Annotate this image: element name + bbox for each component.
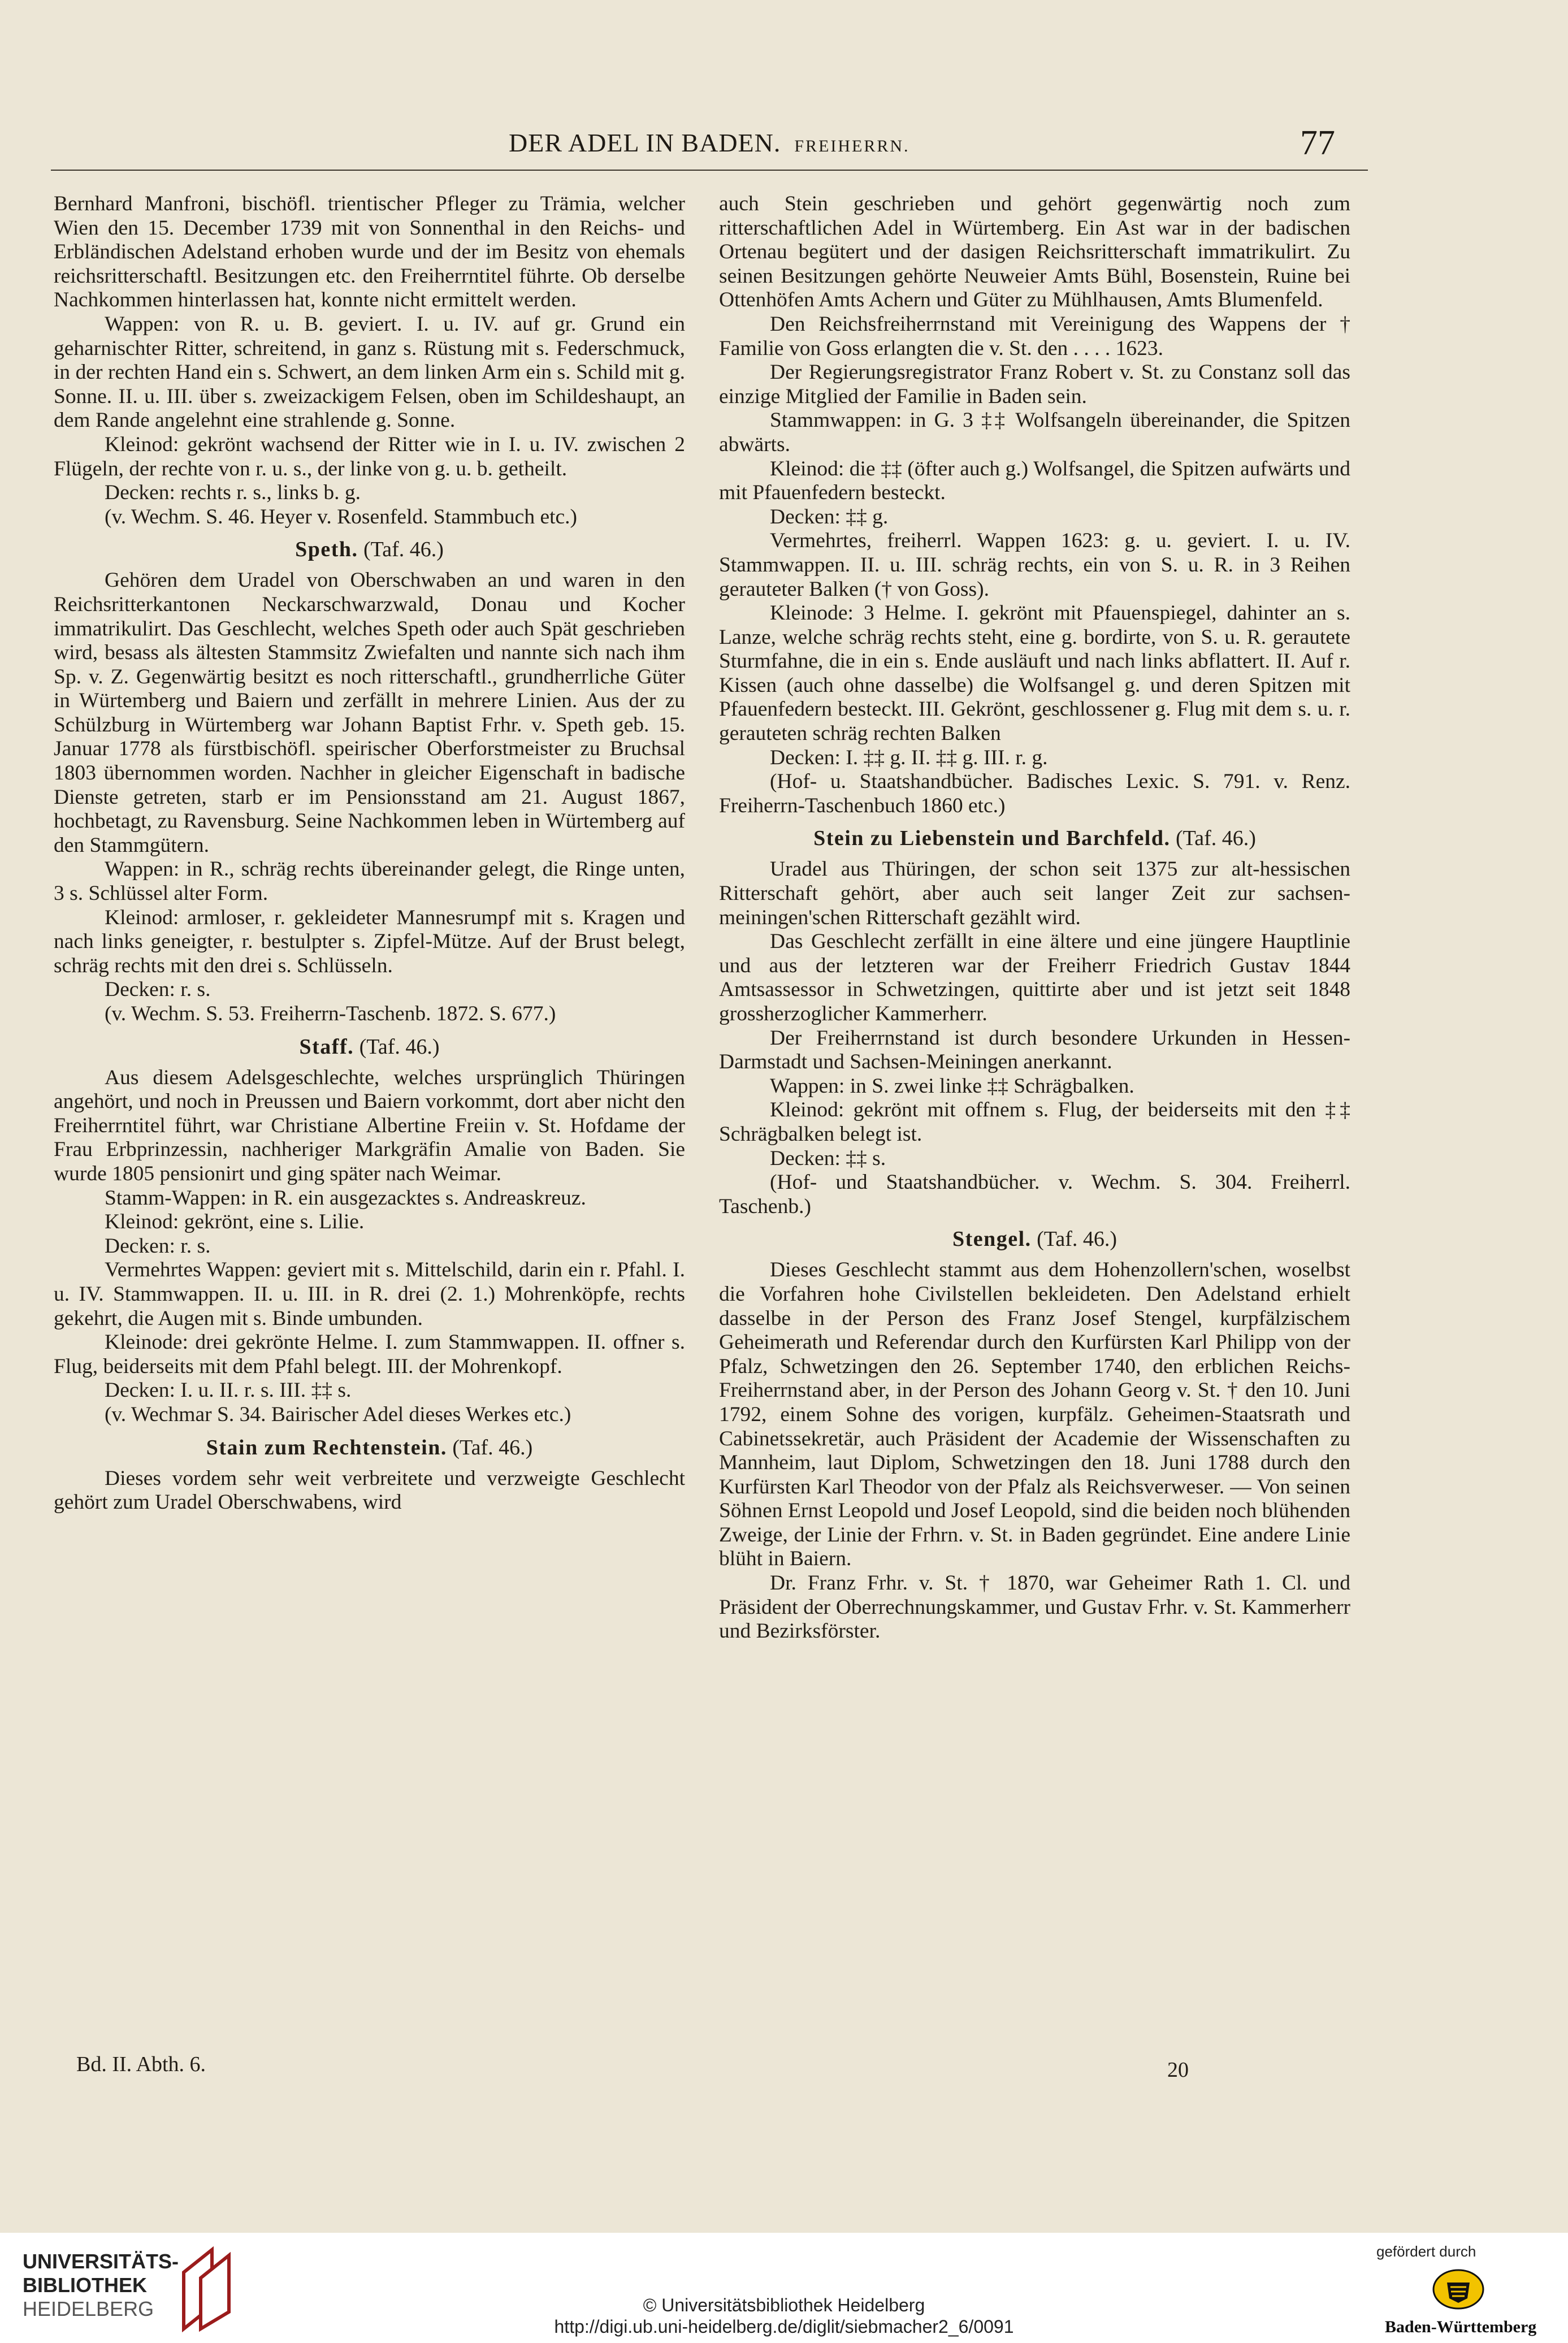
entry-heading-plate-ref: (Taf. 46.) [363,538,444,562]
copyright-notice: © Universitätsbibliothek Heidelberg [643,2295,925,2315]
text-paragraph: Decken: r. s. [105,1234,211,1258]
library-line-2: BIBLIOTHEK [23,2273,147,2297]
running-head-title: DER ADEL IN BADEN. [509,128,781,157]
left-column [54,192,685,1515]
permalink[interactable]: http://digi.ub.uni-heidelberg.de/diglit/siebmacher2_6/0091 [554,2316,1014,2337]
sponsor-name: Baden-Württemberg [1385,2318,1537,2336]
entry-heading-plate-ref: (Taf. 46.) [452,1435,533,1459]
entry-heading [54,537,685,562]
header-rule [51,170,1368,171]
text-paragraph: Den Reichsfreiherrnstand mit Vereinigung des Wappens der † Familie von Goss erlangten die v. St. den . . . . 1623. [719,312,1350,360]
entry-heading-plate-ref: (Taf. 46.) [1037,1227,1117,1251]
entry-heading-plate-ref: (Taf. 46.) [1176,826,1256,851]
text-paragraph: Kleinode: drei gekrönte Helme. I. zum Stammwappen. II. offner s. Flug, beiderseits mit dem Pfahl belegt. III. der Mohrenkopf. [54,1331,685,1378]
text-paragraph: Vermehrtes, freiherrl. Wappen 1623: g. u. geviert. I. u. IV. Stammwappen. II. u. III. schräg rechts, ein von S. u. R. in 3 Reihen gerauteter Balken († von Goss). [719,529,1350,601]
digitization-footer [0,2233,1568,2343]
library-line-1: UNIVERSITÄTS- [23,2250,179,2273]
entry-heading [54,1034,685,1059]
text-paragraph: Der Freiherrnstand ist durch besondere Urkunden in Hessen-Darmstadt und Sachsen-Meiningen anerkannt. [719,1026,1350,1074]
page-number: 77 [1300,124,1335,162]
text-paragraph: Dieses vordem sehr weit verbreitete und verzweigte Geschlecht gehört zum Uradel Oberschwabens, wird [54,1466,685,1514]
text-paragraph: Decken: ‡‡ s. [770,1146,886,1170]
text-paragraph: Decken: I. u. II. r. s. III. ‡‡ s. [105,1379,352,1402]
text-paragraph: auch Stein geschrieben und gehört gegenwärtig noch zum ritterschaftlichen Adel in Würtemberg. Ein Ast war in der badischen Ortenau begütert und der dasigen Reichsritterschaft immatrikulirt. Zu seinen Besitzungen gehörte Neuweier Amts Bühl, Bosenstein, Ruine bei Ottenhöfen Amts Achern und Güter zu Mühlhausen, Amts Blumenfeld. [719,192,1350,312]
text-paragraph: Kleinod: gekrönt, eine s. Lilie. [105,1210,365,1234]
entry-heading [719,1227,1350,1251]
entry-heading-name: Speth. [295,538,358,562]
text-paragraph: Kleinod: armloser, r. gekleideter Mannesrumpf mit s. Kragen und nach links geneigter, r. bestulpter s. Zipfel-Mütze. Auf der Brust belegt, schräg rechts mit den drei s. Schlüsseln. [54,906,685,977]
entry-heading-name: Stain zum Rechtenstein. [206,1435,447,1459]
text-paragraph: (Hof- und Staatshandbücher. v. Wechm. S. 304. Freiherrl. Taschenb.) [719,1171,1350,1218]
text-paragraph: Decken: I. ‡‡ g. II. ‡‡ g. III. r. g. [770,746,1048,769]
entry-heading-name: Stein zu Liebenstein und Barchfeld. [813,826,1171,851]
text-paragraph: Bernhard Manfroni, bischöfl. trientischer Pfleger zu Trämia, welcher Wien den 15. December 1739 mit von Sonnenthal in den Reichs- und Erbländischen Adelstand erhoben wurde und der im Besitz von ehemals reichsritterschaftl. Besitzungen etc. den Freiherrntitel führte. Ob derselbe Nachkommen hinterlassen hat, konnte nicht ermittelt werden. [54,192,685,312]
entry-heading-name: Stengel. [952,1227,1032,1251]
text-paragraph: (v. Wechm. S. 46. Heyer v. Rosenfeld. Stammbuch etc.) [105,505,578,529]
text-paragraph: Uradel aus Thüringen, der schon seit 1375 zur alt-hessischen Ritterschaft gehört, aber auch seit langer Zeit zur sachsen-meiningen'schen Ritterschaft gezählt wird. [719,857,1350,929]
library-line-3: HEIDELBERG [23,2297,154,2320]
text-paragraph: Vermehrtes Wappen: geviert mit s. Mittelschild, darin ein r. Pfahl. I. u. IV. Stammwappen. II. u. III. in R. drei (2. 1.) Mohrenköpfe, rechts gekehrt, die Augen mit s. Binde umbunden. [54,1258,685,1330]
sheet-number: 20 [1167,2058,1189,2082]
text-paragraph: Aus diesem Adelsgeschlechte, welches ursprünglich Thüringen angehört, und noch in Preussen und Baiern vorkommt, dort aber nicht den Freiherrntitel führt, war Christiane Albertine Freiin v. St. Hofdame der Frau Erbprinzessin, nachheriger Markgräfin Amalie von Baden. Sie wurde 1805 pensionirt und ging später nach Weimar. [54,1066,685,1185]
volume-signature: Bd. II. Abth. 6. [76,2052,206,2076]
entry-heading-name: Staff. [299,1034,354,1059]
text-paragraph: Gehören dem Uradel von Oberschwaben an und waren in den Reichsritterkantonen Neckarschwarzwald, Donau und Kocher immatrikulirt. Das Geschlecht, welches Speth oder auch Spät geschrieben wird, besass als ältesten Stammsitz Zwiefalten und nannte sich nach ihm Sp. v. Z. Gegenwärtig besitzt es noch ritterschaftl., grundherrliche Güter in Würtemberg und Baiern und zerfällt in mehrere Linien. Aus der zu Schülzburg in Würtemberg war Johann Baptist Frhr. v. Speth geb. 15. Januar 1778 als fürstbischöfl. speirischer Oberforstmeister zu Bruchsal 1803 übernommen worden. Nachher in gleicher Eigenschaft in badische Dienste getreten, starb er im Pensionsstand am 21. August 1867, hochbetagt, zu Ravensburg. Seine Nachkommen leben in Würtemberg auf den Stammgütern. [54,569,685,857]
text-paragraph: Wappen: von R. u. B. geviert. I. u. IV. auf gr. Grund ein geharnischter Ritter, schreitend, in ganz s. Rüstung mit s. Federschmuck, in der rechten Hand ein s. Schwert, an dem linken Arm ein s. Schild mit g. Sonne. II. u. III. über s. zweizackigem Felsen, oben im Schildeshaupt, an dem Rande angelehnt eine strahlende g. Sonne. [54,312,685,432]
text-paragraph: Kleinode: 3 Helme. I. gekrönt mit Pfauenspiegel, dahinter an s. Lanze, welche schräg rechts steht, eine g. bordirte, von S. u. R. gerautete Sturmfahne, die in ein s. Ende ausläuft und nach links abflattert. II. Auf r. Kissen (auch ohne dasselbe) die Wolfsangel g. und deren Spitzen mit Pfauenfedern besteckt. III. Gekrönt, geschlossener g. Flug mit dem s. u. r. gerauteten schräg rechten Balken [719,601,1350,746]
entry-heading [719,826,1350,851]
running-head-subtitle: FREIHERRN. [794,137,910,155]
text-paragraph: Der Regierungsregistrator Franz Robert v. St. zu Constanz soll das einzige Mitglied der Familie in Baden sein. [719,361,1350,408]
text-paragraph: (v. Wechm. S. 53. Freiherrn-Taschenb. 1872. S. 677.) [105,1002,556,1025]
sponsor-label: gefördert durch [1376,2243,1476,2260]
text-paragraph: Kleinod: die ‡‡ (öfter auch g.) Wolfsangel, die Spitzen aufwärts und mit Pfauenfedern besteckt. [719,457,1350,505]
text-paragraph: Stamm-Wappen: in R. ein ausgezacktes s. Andreaskreuz. [105,1186,586,1210]
text-paragraph: Decken: rechts r. s., links b. g. [105,481,361,505]
entry-heading-plate-ref: (Taf. 46.) [359,1034,440,1059]
text-paragraph: Das Geschlecht zerfällt in eine ältere und eine jüngere Hauptlinie und aus der letzteren war der Freiherr Friedrich Gustav 1844 Amtsassessor in Schwetzingen, quittirte aber und ist jetzt seit 1848 grossherzoglicher Kammerherr. [719,930,1350,1025]
running-head [509,128,1142,158]
right-column [719,192,1350,1644]
text-paragraph: Dr. Franz Frhr. v. St. † 1870, war Geheimer Rath 1. Cl. und Präsident der Oberrechnungskammer, und Gustav Frhr. v. St. Kammerherr und Bezirksförster. [719,1571,1350,1643]
text-paragraph: Stammwappen: in G. 3 ‡‡ Wolfsangeln übereinander, die Spitzen abwärts. [719,409,1350,456]
coat-of-arms-icon [1430,2267,1487,2312]
text-paragraph: Decken: r. s. [105,978,211,1002]
text-paragraph: Wappen: in R., schräg rechts übereinander gelegt, die Ringe unten, 3 s. Schlüssel alter Form. [54,857,685,906]
text-paragraph: (Hof- u. Staatshandbücher. Badisches Lexic. S. 791. v. Renz. Freiherrn-Taschenbuch 1860 etc.) [719,770,1350,817]
text-paragraph: Kleinod: gekrönt wachsend der Ritter wie in I. u. IV. zwischen 2 Flügeln, der rechte von r. u. s., der linke von g. u. b. getheilt. [54,432,685,480]
text-paragraph: Dieses Geschlecht stammt aus dem Hohenzollern'schen, woselbst die Vorfahren hohe Civilstellen bekleideten. Den Adelstand erhielt dasselbe in der Person des Franz Josef Stengel, kurpfälzischem Geheimerath und Referendar durch den Kurfürsten Karl Philipp von der Pfalz, Schwetzingen den 26. September 1740, den erblichen Reichs-Freiherrnstand aber, in der Person des Johann Georg v. St. † den 10. Juni 1792, einem Sohne des vorigen, kurpfälz. Geheimen-Staatsrath und Cabinetssekretär, auch Präsident der Academie der Wissenschaften zu Mannheim, laut Diplom, Schwetzingen den 18. Juni 1788 durch den Kurfürsten Karl Theodor von der Pfalz als Reichsverweser. — Von seinen Söhnen Ernst Leopold und Josef Leopold, sind die beiden noch blühenden Zweige, der Linie der Frhrn. v. St. in Baden gegründet. Eine andere Linie blüht in Baiern. [719,1258,1350,1571]
text-paragraph: Wappen: in S. zwei linke ‡‡ Schrägbalken. [770,1074,1134,1098]
text-paragraph: Decken: ‡‡ g. [770,505,889,529]
text-paragraph: Kleinod: gekrönt mit offnem s. Flug, der beiderseits mit den ‡‡ Schrägbalken belegt ist. [719,1098,1350,1146]
text-paragraph: (v. Wechmar S. 34. Bairischer Adel dieses Werkes etc.) [105,1402,571,1426]
entry-heading [54,1435,685,1460]
